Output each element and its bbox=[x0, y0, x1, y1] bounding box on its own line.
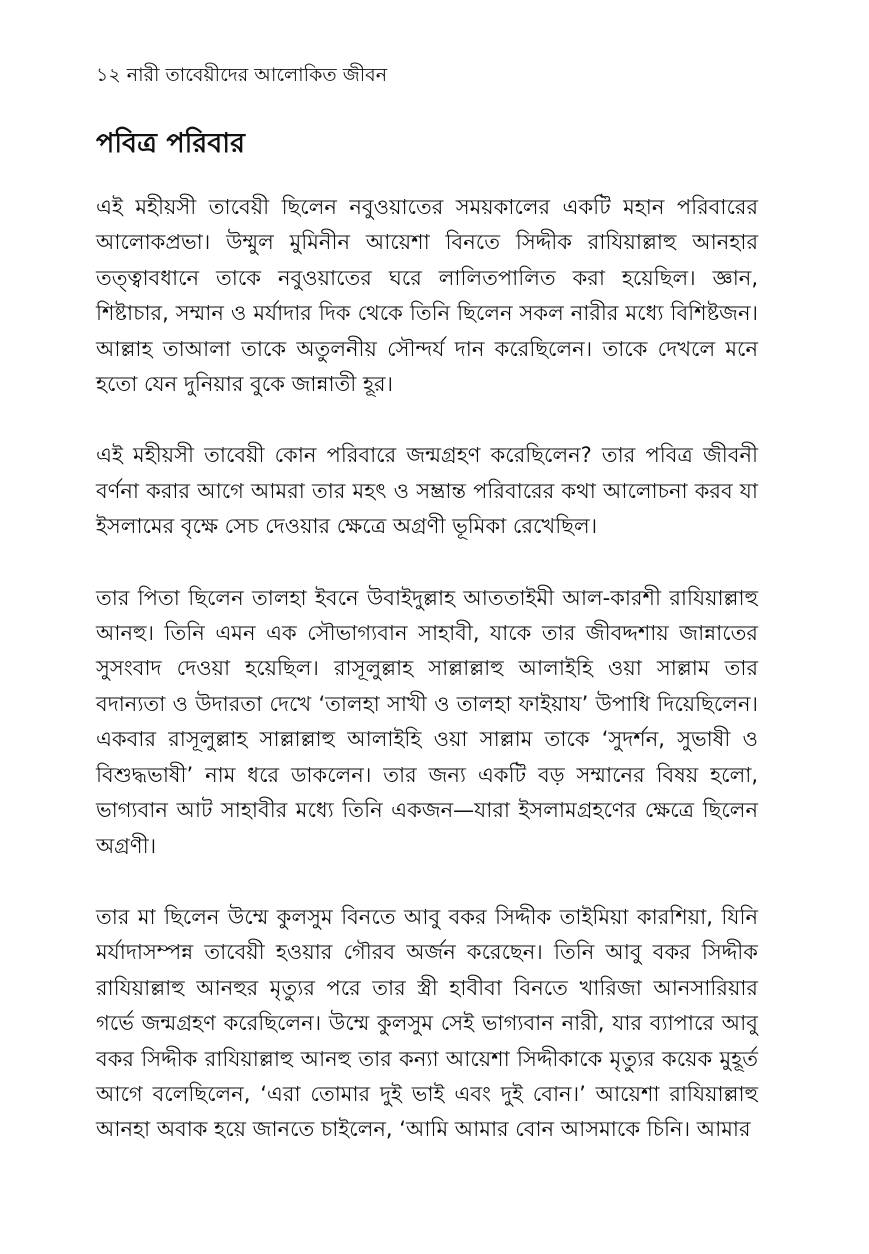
paragraph-4: তার মা ছিলেন উম্মে কুলসুম বিনতে আবু বকর সিদ্দীক তাইমিয়া কারশিয়া, যিনি মর্যাদাসম্পন্ন তাবেয়ী হওয়ার গৌরব অর্জন করেছেন। তিনি আবু বকর সিদ্দীক রাযিয়াল্লাহু আনহুর মৃত্যুর পরে তার স্ত্রী হাবীবা বিনতে খারিজা আনসারিয়ার গর্ভে জন্মগ্রহণ করেছিলেন। উম্মে কুলসুম সেই ভাগ্যবান নারী, যার ব্যাপারে আবু বকর সিদ্দীক রাযিয়াল্লাহু আনহু তার কন্যা আয়েশা সিদ্দীকাকে মৃত্যুর কয়েক মুহূর্ত আগে বলেছিলেন, ‘এরা তোমার দুই ভাই এবং দুই বোন।’ আয়েশা রাযিয়াল্লাহু আনহা অবাক হয়ে জানতে চাইলেন, ‘আমি আমার বোন আসমাকে চিনি। আমার bbox=[96, 904, 758, 1142]
section-title: পবিত্র পরিবার bbox=[96, 128, 245, 159]
paragraph-2: এই মহীয়সী তাবেয়ী কোন পরিবারে জন্মগ্রহণ করেছিলেন? তার পবিত্র জীবনী বর্ণনা করার আগে আমরা তার মহৎ ও সম্ভ্রান্ত পরিবারের কথা আলোচনা করব যা ইসলামের বৃক্ষে সেচ দেওয়ার ক্ষেত্রে অগ্রণী ভূমিকা রেখেছিল। bbox=[96, 443, 758, 539]
paragraph-3: তার পিতা ছিলেন তালহা ইবনে উবাইদুল্লাহ আততাইমী আল-কারশী রাযিয়াল্লাহু আনহু। তিনি এমন এক সৌভাগ্যবান সাহাবী, যাকে তার জীবদ্দশায় জান্নাতের সুসংবাদ দেওয়া হয়েছিল। রাসূলুল্লাহ সাল্লাল্লাহু আলাইহি ওয়া সাল্লাম তার বদান্যতা ও উদারতা দেখে ‘তালহা সাখী ও তালহা ফাইয়ায’ উপাধি দিয়েছিলেন। একবার রাসূলুল্লাহ সাল্লাল্লাহু আলাইহি ওয়া সাল্লাম তাকে ‘সুদর্শন, সুভাষী ও বিশুদ্ধভাষী’ নাম ধরে ডাকলেন। তার জন্য একটি বড় সম্মানের বিষয় হলো, ভাগ্যবান আট সাহাবীর মধ্যে তিনি একজন—যারা ইসলামগ্রহণের ক্ষেত্রে ছিলেন অগ্রণী। bbox=[96, 585, 758, 858]
book-page bbox=[96, 62, 758, 1148]
running-head: ১২ নারী তাবেয়ীদের আলোকিত জীবন bbox=[96, 64, 388, 86]
paragraph-1: এই মহীয়সী তাবেয়ী ছিলেন নবুওয়াতের সময়কালের একটি মহান পরিবারের আলোকপ্রভা। উম্মুল মুমিনীন আয়েশা বিনতে সিদ্দীক রাযিয়াল্লাহু আনহার তত্ত্বাবধানে তাকে নবুওয়াতের ঘরে লালিতপালিত করা হয়েছিল। জ্ঞান, শিষ্টাচার, সম্মান ও মর্যাদার দিক থেকে তিনি ছিলেন সকল নারীর মধ্যে বিশিষ্টজন। আল্লাহ তাআলা তাকে অতুলনীয় সৌন্দর্য দান করেছিলেন। তাকে দেখলে মনে হতো যেন দুনিয়ার বুকে জান্নাতী হূর। bbox=[96, 195, 758, 397]
